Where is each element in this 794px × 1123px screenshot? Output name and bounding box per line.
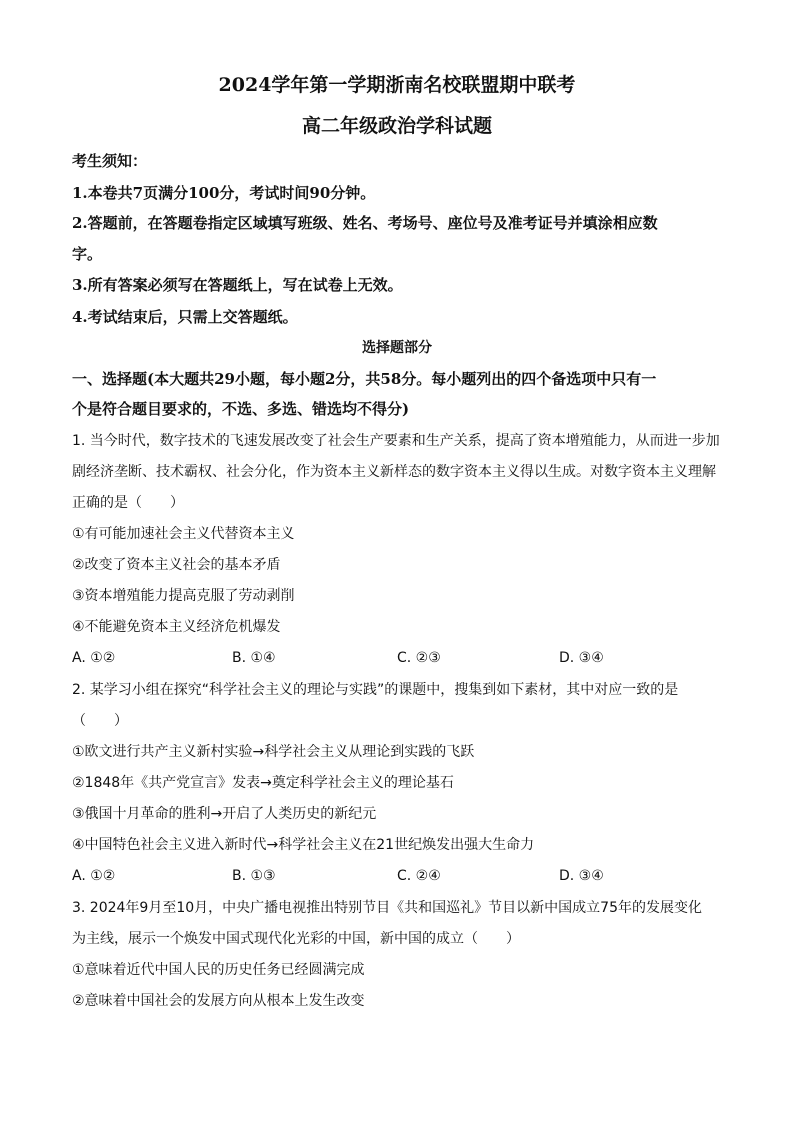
exam-title: 2024学年第一学期浙南名校联盟期中联考 [218,74,576,96]
notice-heading: 考生须知： [72,152,148,170]
question-1-stem-line-2: 剧经济垄断、技术霸权、社会分化，作为资本主义新样态的数字资本主义得以生成。对数字资本主义理解 [72,464,716,480]
option-b: B. ①④ [232,650,276,666]
question-1-options [72,648,732,668]
question-1-item-4: ④不能避免资本主义经济危机爆发 [72,619,281,635]
option-b: B. ①③ [232,868,276,884]
question-2-item-1: ①欧文进行共产主义新村实验→科学社会主义从理论到实践的飞跃 [72,744,475,760]
question-2-item-2: ②1848年《共产党宣言》发表→奠定科学社会主义的理论基石 [72,775,454,791]
notice-item-3: 3.所有答案必须写在答题纸上，写在试卷上无效。 [72,276,403,294]
question-2-item-4: ④中国特色社会主义进入新时代→科学社会主义在21世纪焕发出强大生命力 [72,837,535,853]
question-1-stem-line-1: 1. 当今时代，数字技术的飞速发展改变了社会生产要素和生产关系，提高了资本增殖能力，从而进一步加 [72,433,720,449]
question-3-stem-line-2: 为主线，展示一个焕发中国式现代化光彩的中国，新中国的成立（ ） [72,931,520,947]
question-3-item-1: ①意味着近代中国人民的历史任务已经圆满完成 [72,962,365,978]
exam-subtitle: 高二年级政治学科试题 [301,115,492,137]
question-1-stem-line-3: 正确的是（ ） [72,495,184,511]
question-1-item-2: ②改变了资本主义社会的基本矛盾 [72,557,281,573]
question-1-item-1: ①有可能加速社会主义代替资本主义 [72,526,295,542]
question-1-item-3: ③资本增殖能力提高克服了劳动剥削 [72,588,295,604]
question-3-stem-line-1: 3. 2024年9月至10月，中央广播电视推出特别节目《共和国巡礼》节目以新中国成立75年的发展变化 [72,900,702,916]
notice-item-2-cont: 字。 [72,245,103,263]
notice-item-2: 2.答题前，在答题卷指定区域填写班级、姓名、考场号、座位号及准考证号并填涂相应数 [72,214,658,232]
section-title: 选择题部分 [362,340,432,356]
part-one-instructions: 一、选择题(本大题共29小题，每小题2分，共58分。每小题列出的四个备选项中只有一 [72,370,657,388]
option-a: A. ①② [72,868,116,884]
option-d: D. ③④ [559,868,604,884]
notice-item-4: 4.考试结束后，只需上交答题纸。 [72,308,298,326]
question-2-stem-line-1: 2. 某学习小组在探究“科学社会主义的理论与实践”的课题中，搜集到如下素材，其中对应一致的是 [72,682,679,698]
notice-item-1: 1.本卷共7页满分100分，考试时间90分钟。 [72,184,376,202]
question-2-item-3: ③俄国十月革命的胜利→开启了人类历史的新纪元 [72,806,377,822]
question-3-item-2: ②意味着中国社会的发展方向从根本上发生改变 [72,993,365,1009]
option-a: A. ①② [72,650,116,666]
part-one-instructions-cont: 个是符合题目要求的，不选、多选、错选均不得分) [72,400,410,418]
option-c: C. ②④ [397,868,441,884]
question-2-stem-line-2: （ ） [72,713,128,729]
option-d: D. ③④ [559,650,604,666]
option-c: C. ②③ [397,650,441,666]
question-2-options [72,866,732,886]
